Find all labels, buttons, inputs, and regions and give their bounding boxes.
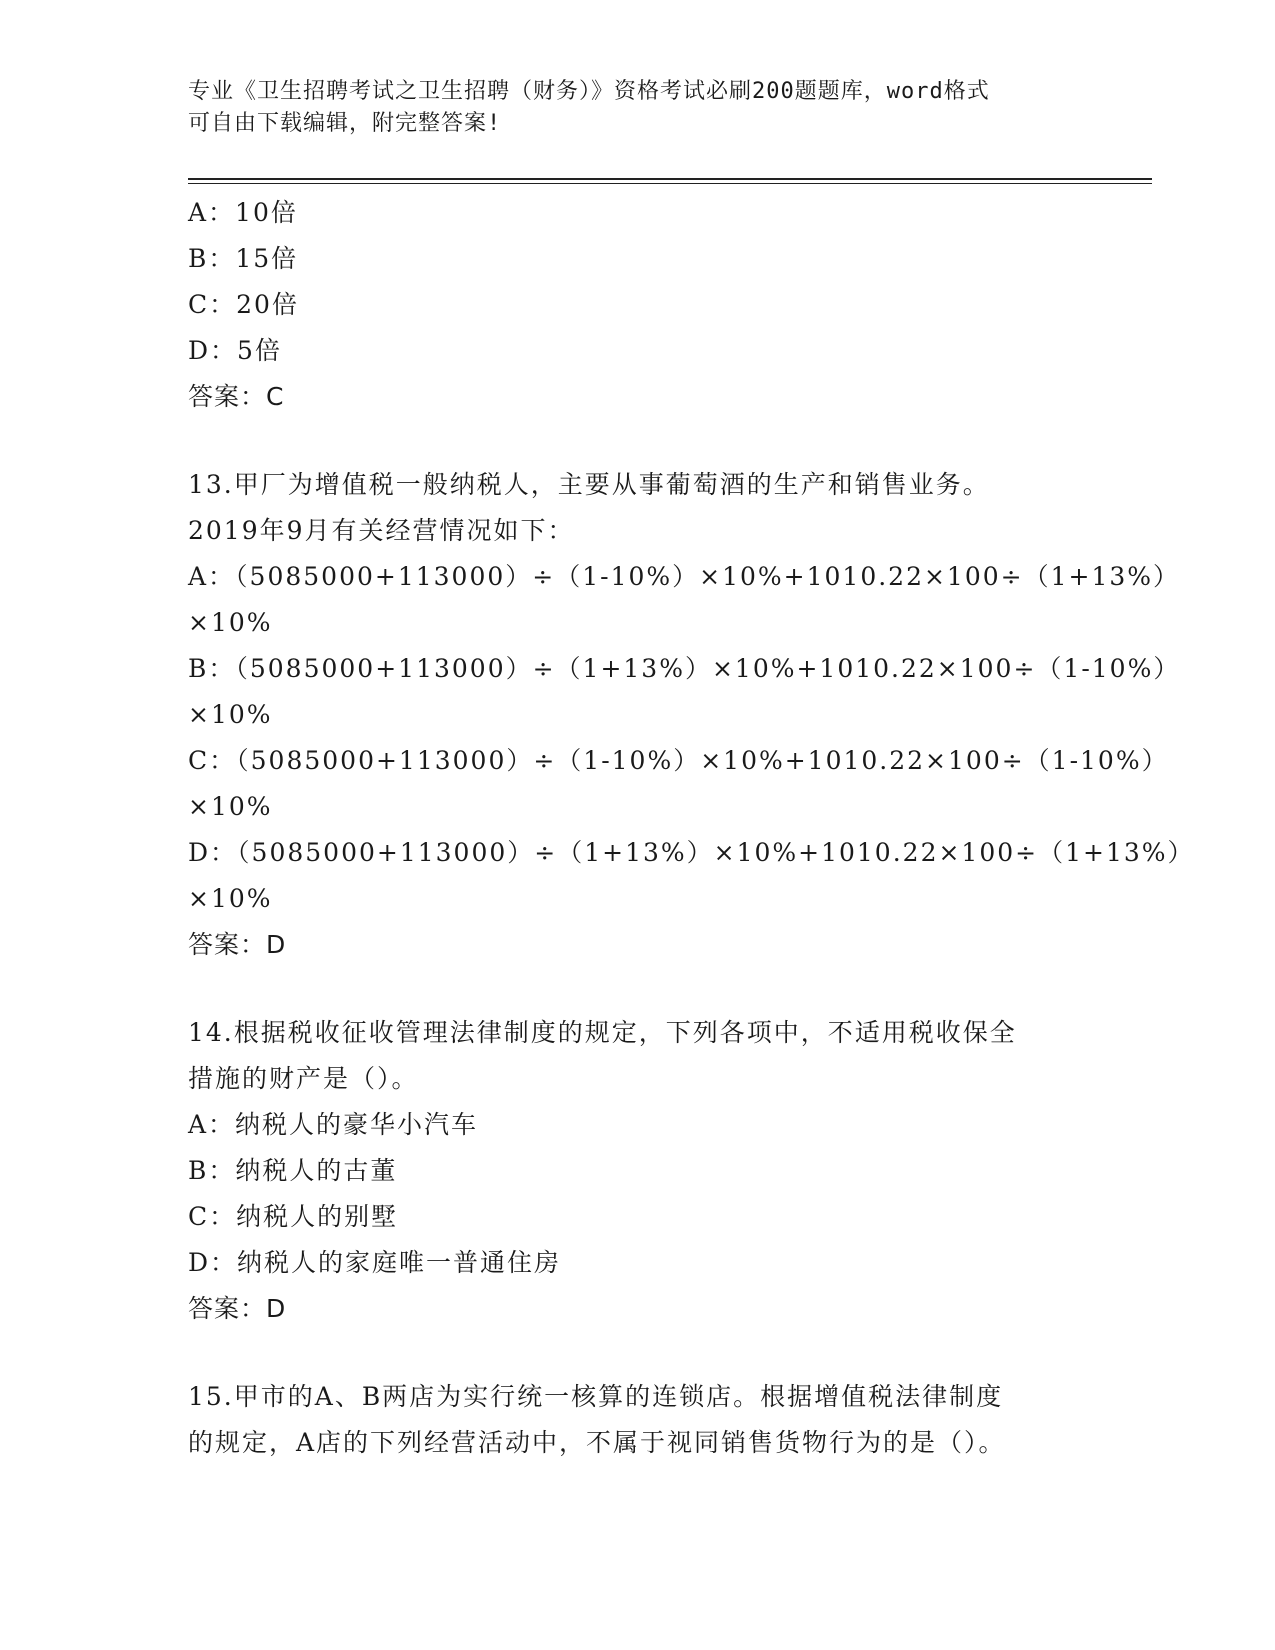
question-14: [188, 1010, 1088, 1332]
option-c: C：（5085000+113000）÷（1-10%）×10%+1010.22×100÷（1-10%）: [188, 746, 1169, 775]
header-divider-thick: [188, 178, 1152, 180]
answer-line: 答案：D: [188, 1294, 287, 1323]
option-a: A：10倍: [188, 198, 298, 227]
header-divider-thin: [188, 183, 1152, 184]
option-b-continued: ×10%: [188, 700, 273, 729]
answer-line: 答案：D: [188, 930, 287, 959]
option-d: D：纳税人的家庭唯一普通住房: [188, 1248, 562, 1277]
question-text-line-2: 的规定，A店的下列经营活动中，不属于视同销售货物行为的是（）。: [188, 1428, 1006, 1457]
option-a: A：（5085000+113000）÷（1-10%）×10%+1010.22×100÷（1+13%）: [188, 562, 1181, 591]
question-12: [188, 190, 1088, 420]
question-text-line-1: 15.甲市的A、B两店为实行统一核算的连锁店。根据增值税法律制度: [188, 1382, 1004, 1411]
option-d: D：5倍: [188, 336, 282, 365]
spacer: [188, 1332, 1088, 1374]
answer-line: 答案：C: [188, 382, 285, 411]
option-b: B：15倍: [188, 244, 299, 273]
question-text-line-1: 13.甲厂为增值税一般纳税人，主要从事葡萄酒的生产和销售业务。: [188, 470, 990, 499]
question-text-line-2: 2019年9月有关经营情况如下：: [188, 516, 575, 545]
option-c-continued: ×10%: [188, 792, 273, 821]
option-d-continued: ×10%: [188, 884, 273, 913]
spacer: [188, 420, 1088, 462]
question-13: [188, 462, 1195, 968]
option-c: C：纳税人的别墅: [188, 1202, 399, 1231]
page-header: [188, 76, 1068, 140]
header-title-line-1: 专业《卫生招聘考试之卫生招聘（财务）》资格考试必刷200题题库，word格式: [188, 79, 990, 104]
option-b: B：纳税人的古董: [188, 1156, 398, 1185]
option-a-continued: ×10%: [188, 608, 273, 637]
header-title-line-2: 可自由下载编辑，附完整答案!: [188, 111, 502, 136]
option-d: D：（5085000+113000）÷（1+13%）×10%+1010.22×100÷（1+13%）: [188, 838, 1195, 867]
spacer: [188, 968, 1088, 1010]
question-text-line-2: 措施的财产是（）。: [188, 1064, 419, 1093]
option-a: A：纳税人的豪华小汽车: [188, 1110, 479, 1139]
question-list: [188, 190, 1195, 1466]
question-15: [188, 1374, 1088, 1466]
option-b: B：（5085000+113000）÷（1+13%）×10%+1010.22×100÷（1-10%）: [188, 654, 1181, 683]
question-text-line-1: 14.根据税收征收管理法律制度的规定，下列各项中，不适用税收保全: [188, 1018, 1017, 1047]
option-c: C：20倍: [188, 290, 299, 319]
